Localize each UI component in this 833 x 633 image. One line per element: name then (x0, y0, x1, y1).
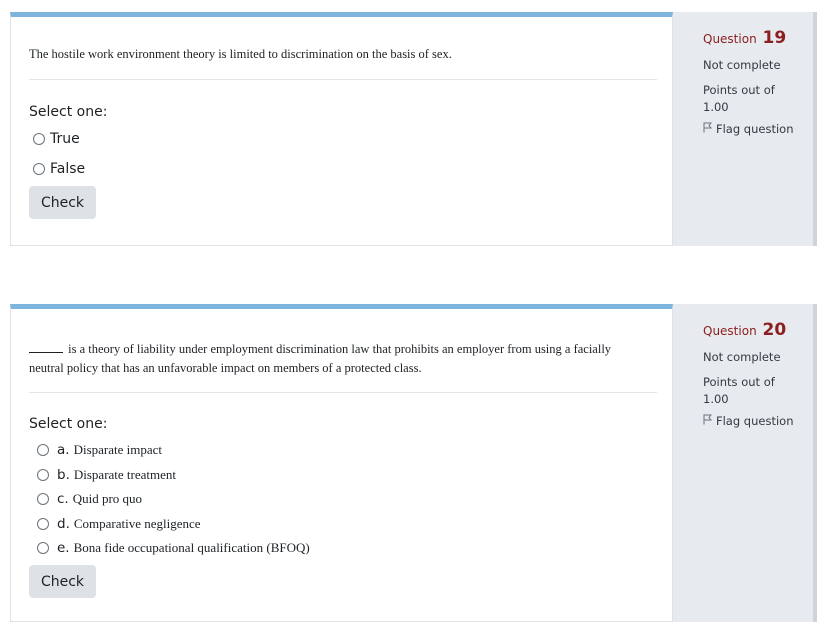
option-d[interactable] (37, 516, 201, 532)
question-number-value: 20 (762, 320, 787, 340)
option-label: Disparate impact (73, 442, 163, 457)
question-text-line2: neutral policy that has an unfavorable impact on members of a protected class. (29, 361, 422, 375)
option-c[interactable] (37, 491, 142, 507)
option-label: Quid pro quo (72, 491, 143, 506)
option-letter: e. (57, 540, 70, 556)
radio-button[interactable] (33, 163, 45, 175)
flag-icon (703, 122, 712, 136)
question-label: Question (703, 324, 757, 338)
question-label: Question (703, 32, 757, 46)
option-letter: d. (57, 516, 70, 532)
question-text (29, 340, 657, 378)
option-false[interactable] (33, 161, 85, 177)
flag-label: Flag question (716, 414, 794, 428)
option-label: Disparate treatment (73, 467, 177, 482)
question-state: Not complete (703, 58, 781, 72)
flag-icon (703, 414, 712, 428)
question-content (10, 304, 673, 622)
option-b[interactable] (37, 467, 176, 483)
question-info (673, 12, 817, 246)
flag-question-link[interactable] (703, 414, 813, 428)
select-one-prompt: Select one: (29, 416, 108, 432)
radio-button[interactable] (37, 493, 49, 505)
separator (29, 79, 657, 80)
radio-button[interactable] (37, 444, 49, 456)
question-text-line1: is a theory of liability under employment discrimination law that prohibits an employer from using a facially (68, 342, 612, 356)
radio-button[interactable] (37, 518, 49, 530)
question-number (703, 28, 813, 48)
option-a[interactable] (37, 442, 162, 458)
check-button[interactable]: Check (29, 565, 96, 598)
fill-in-blank (29, 341, 63, 353)
question-state: Not complete (703, 350, 781, 364)
question-19 (10, 12, 817, 246)
option-label: Bona fide occupational qualification (BFOQ) (73, 540, 310, 555)
question-number (703, 320, 813, 340)
flag-question-link[interactable] (703, 122, 813, 136)
option-true[interactable] (33, 131, 80, 147)
question-info (673, 304, 817, 622)
option-label: Comparative negligence (73, 516, 201, 531)
question-text: The hostile work environment theory is limited to discrimination on the basis of sex. (29, 47, 452, 61)
option-letter: a. (57, 442, 70, 458)
radio-button[interactable] (33, 133, 45, 145)
question-grade: Points out of 1.00 (703, 83, 775, 114)
question-20 (10, 304, 817, 622)
option-letter: c. (57, 491, 69, 507)
option-letter: b. (57, 467, 70, 483)
check-button[interactable]: Check (29, 186, 96, 219)
option-e[interactable] (37, 540, 310, 556)
radio-button[interactable] (37, 469, 49, 481)
option-label: True (50, 131, 80, 147)
select-one-prompt: Select one: (29, 104, 108, 120)
separator (29, 392, 657, 393)
question-number-value: 19 (762, 28, 787, 48)
radio-button[interactable] (37, 542, 49, 554)
question-grade: Points out of 1.00 (703, 375, 775, 406)
option-label: False (50, 161, 86, 177)
question-content (10, 12, 673, 246)
flag-label: Flag question (716, 122, 794, 136)
